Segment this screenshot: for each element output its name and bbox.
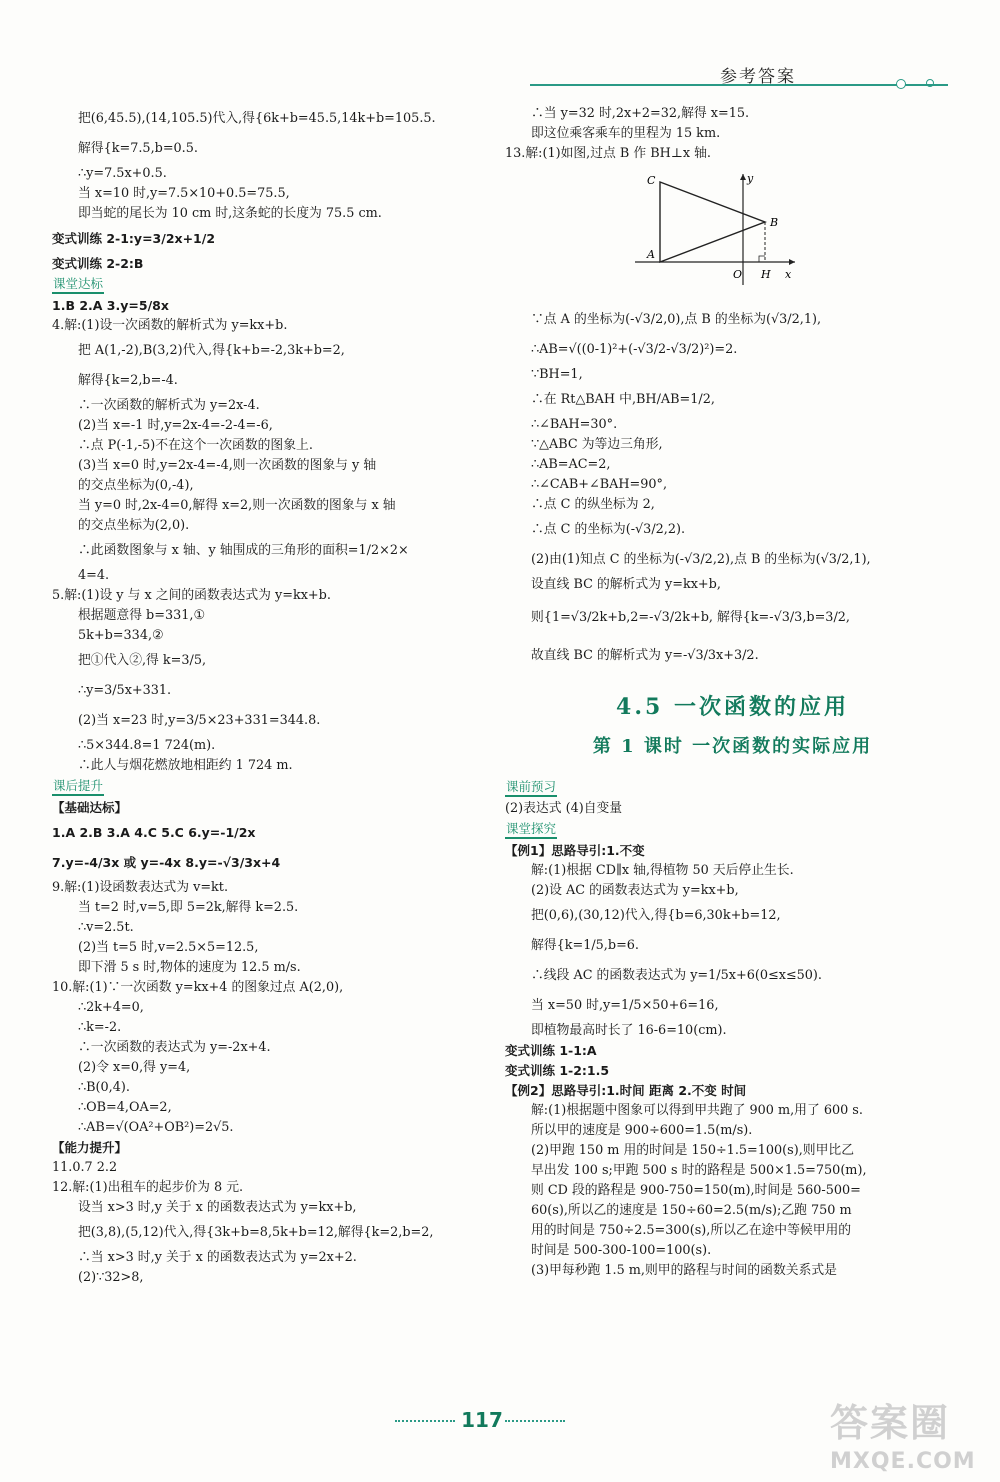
text-line: 即下滑 5 s 时,物体的速度为 12.5 m/s. bbox=[78, 960, 301, 975]
section-tag: 课后提升 bbox=[52, 778, 104, 796]
text-line: 时间是 500-300-100=100(s). bbox=[531, 1243, 712, 1258]
text-line: 当 x=10 时,y=7.5×10+0.5=75.5, bbox=[78, 186, 290, 201]
section-tag: 课前预习 bbox=[505, 779, 557, 797]
text-line: 11.0.7 2.2 bbox=[52, 1160, 118, 1175]
text-line: 变式训练 2-2:B bbox=[52, 256, 144, 271]
right-column bbox=[505, 104, 960, 1281]
text-line: ∴y=3/5x+331. bbox=[78, 683, 172, 698]
text-line: 当 t=2 时,v=5,即 5=2k,解得 k=2.5. bbox=[78, 900, 299, 915]
text-line: ∴一次函数的表达式为 y=-2x+4. bbox=[78, 1040, 271, 1055]
text-line: ∴AB=√(OA²+OB²)=2√5. bbox=[78, 1120, 234, 1135]
text-line: 早出发 100 s;甲跑 500 s 时的路程是 500×1.5=750(m), bbox=[531, 1163, 867, 1178]
text-line: ∴点 C 的坐标为(-√3/2,2). bbox=[531, 522, 686, 537]
lesson-title: 第 1 课时 一次函数的实际应用 bbox=[592, 736, 873, 757]
text-line: ∴v=2.5t. bbox=[78, 920, 134, 935]
page-number-dots bbox=[395, 1420, 455, 1422]
graph-label-y: y bbox=[747, 172, 754, 185]
text-line: ∴一次函数的解析式为 y=2x-4. bbox=[78, 398, 260, 413]
header-dot bbox=[896, 79, 906, 89]
text-line: 5k+b=334,② bbox=[78, 628, 164, 643]
text-line: (2)设 AC 的函数表达式为 y=kx+b, bbox=[531, 883, 739, 898]
text-line: 所以甲的速度是 900÷600=1.5(m/s). bbox=[531, 1123, 753, 1138]
subsection-heading: 【基础达标】 bbox=[52, 800, 128, 815]
text-line: 则 CD 段的路程是 900-750=150(m),时间是 560-500= bbox=[531, 1183, 861, 1198]
text-line: ∴∠BAH=30°. bbox=[531, 417, 618, 432]
text-line: 即当蛇的尾长为 10 cm 时,这条蛇的长度为 75.5 cm. bbox=[78, 206, 382, 221]
text-line: 10.解:(1)∵一次函数 y=kx+4 的图象过点 A(2,0), bbox=[52, 980, 344, 995]
text-line: 当 x=50 时,y=1/5×50+6=16, bbox=[531, 998, 719, 1013]
page-number-dots bbox=[505, 1420, 565, 1422]
text-line: 4=4. bbox=[78, 568, 110, 583]
watermark-url: MXQE.COM bbox=[830, 1449, 976, 1474]
text-line: (2)令 x=0,得 y=4, bbox=[78, 1060, 191, 1075]
graph-label-b: B bbox=[770, 216, 779, 229]
text-line: 解:(1)根据 CD∥x 轴,得植物 50 天后停止生长. bbox=[531, 863, 794, 878]
text-line: 解得{k=7.5,b=0.5. bbox=[78, 141, 198, 156]
section-tag: 课堂探究 bbox=[505, 821, 557, 839]
text-line: ∴此函数图象与 x 轴、y 轴围成的三角形的面积=1/2×2× bbox=[78, 543, 409, 558]
text-line: 把(3,8),(5,12)代入,得{3k+b=8,5k+b=12,解得{k=2,b=2, bbox=[78, 1225, 434, 1240]
text-line: ∴当 x>3 时,y 关于 x 的函数表达式为 y=2x+2. bbox=[78, 1250, 357, 1265]
text-line: ∴AB=AC=2, bbox=[531, 457, 611, 472]
text-line: (2)∵32>8, bbox=[78, 1270, 144, 1285]
text-line: ∴∠CAB+∠BAH=90°, bbox=[531, 477, 668, 492]
text-line: 4.解:(1)设一次函数的解析式为 y=kx+b. bbox=[52, 318, 288, 333]
left-column bbox=[52, 104, 492, 1288]
graph-label-c: C bbox=[647, 174, 656, 187]
text-line: 故直线 BC 的解析式为 y=-√3/3x+3/2. bbox=[531, 648, 759, 663]
text-line: 1.A 2.B 3.A 4.C 5.C 6.y=-1/2x bbox=[52, 825, 256, 840]
text-line: 把(6,45.5),(14,105.5)代入,得{6k+b=45.5,14k+b=105.5. bbox=[78, 111, 436, 126]
text-line: 13.解:(1)如图,过点 B 作 BH⊥x 轴. bbox=[505, 146, 711, 161]
text-line: ∴此人与烟花燃放地相距约 1 724 m. bbox=[78, 758, 293, 773]
graph-label-x: x bbox=[785, 268, 792, 281]
graph-label-a: A bbox=[647, 248, 655, 261]
page-number: 117 bbox=[461, 1408, 503, 1432]
text-line: ∴k=-2. bbox=[78, 1020, 122, 1035]
text-line: (2)当 t=5 时,v=2.5×5=12.5, bbox=[78, 940, 259, 955]
text-line: 9.解:(1)设函数表达式为 v=kt. bbox=[52, 880, 229, 895]
text-line: ∴OB=4,OA=2, bbox=[78, 1100, 172, 1115]
header-rule-tail bbox=[908, 84, 948, 86]
watermark-logo bbox=[830, 1392, 990, 1472]
text-line: 即植物最高时长了 16-6=10(cm). bbox=[531, 1023, 727, 1038]
text-line: 用的时间是 750÷2.5=300(s),所以乙在途中等候甲用的 bbox=[531, 1223, 852, 1238]
text-line: 根据题意得 b=331,① bbox=[78, 608, 205, 623]
text-line: 1.B 2.A 3.y=5/8x bbox=[52, 298, 169, 313]
text-line: (3)当 x=0 时,y=2x-4=-4,则一次函数的图象与 y 轴 bbox=[78, 458, 377, 473]
header-rule bbox=[530, 84, 910, 86]
text-line: 5.解:(1)设 y 与 x 之间的函数表达式为 y=kx+b. bbox=[52, 588, 331, 603]
text-line: (2)甲跑 150 m 用的时间是 150÷1.5=100(s),则甲比乙 bbox=[531, 1143, 854, 1158]
text-line: 把 A(1,-2),B(3,2)代入,得{k+b=-2,3k+b=2, bbox=[78, 343, 345, 358]
section-tag: 课堂达标 bbox=[52, 276, 104, 294]
text-line: 把①代入②,得 k=3/5, bbox=[78, 653, 207, 668]
text-line: 设当 x>3 时,y 关于 x 的函数表达式为 y=kx+b, bbox=[78, 1200, 357, 1215]
text-line: 解得{k=2,b=-4. bbox=[78, 373, 178, 388]
text-line: ∴B(0,4). bbox=[78, 1080, 130, 1095]
text-line: ∴AB=√((0-1)²+(-√3/2-√3/2)²)=2. bbox=[531, 342, 738, 357]
text-line: 则{1=√3/2k+b,2=-√3/2k+b, 解得{k=-√3/3,b=3/2, bbox=[531, 610, 850, 625]
text-line: 把(0,6),(30,12)代入,得{b=6,30k+b=12, bbox=[531, 908, 781, 923]
text-line: ∴在 Rt△BAH 中,BH/AB=1/2, bbox=[531, 392, 715, 407]
text-line: 7.y=-4/3x 或 y=-4x 8.y=-√3/3x+4 bbox=[52, 855, 281, 870]
text-line: 解得{k=1/5,b=6. bbox=[531, 938, 639, 953]
text-line: 的交点坐标为(0,-4), bbox=[78, 478, 194, 493]
text-line: ∴点 C 的纵坐标为 2, bbox=[531, 497, 655, 512]
watermark-text: 答案圈 bbox=[830, 1401, 951, 1445]
section-title: 4.5 一次函数的应用 bbox=[616, 694, 849, 720]
graph-label-h: H bbox=[761, 268, 771, 281]
text-line: (2)表达式 (4)自变量 bbox=[505, 801, 623, 816]
text-line: 60(s),所以乙的速度是 150÷60=2.5(m/s);乙跑 750 m bbox=[531, 1203, 852, 1218]
text-line: 12.解:(1)出租车的起步价为 8 元. bbox=[52, 1180, 244, 1195]
text-line: ∵点 A 的坐标为(-√3/2,0),点 B 的坐标为(√3/2,1), bbox=[531, 312, 822, 327]
text-line: 当 y=0 时,2x-4=0,解得 x=2,则一次函数的图象与 x 轴 bbox=[78, 498, 396, 513]
text-line: (2)由(1)知点 C 的坐标为(-√3/2,2),点 B 的坐标为(√3/2,1), bbox=[531, 552, 871, 567]
text-line: 变式训练 2-1:y=3/2x+1/2 bbox=[52, 231, 216, 246]
example-heading: 【例2】思路导引:1.时间 距离 2.不变 时间 bbox=[505, 1083, 747, 1098]
text-line: 变式训练 1-2:1.5 bbox=[505, 1063, 610, 1078]
text-line: 解:(1)根据题中图象可以得到甲共跑了 900 m,用了 600 s. bbox=[531, 1103, 863, 1118]
text-line: ∴5×344.8=1 724(m). bbox=[78, 738, 216, 753]
text-line: 即这位乘客乘车的里程为 15 km. bbox=[531, 126, 721, 141]
graph-label-o: O bbox=[733, 268, 743, 281]
text-line: ∴当 y=32 时,2x+2=32,解得 x=15. bbox=[531, 106, 750, 121]
text-line: ∵△ABC 为等边三角形, bbox=[531, 437, 663, 452]
text-line: ∴2k+4=0, bbox=[78, 1000, 144, 1015]
text-line: 设直线 BC 的解析式为 y=kx+b, bbox=[531, 577, 721, 592]
coordinate-graph bbox=[625, 170, 805, 290]
text-line: 变式训练 1-1:A bbox=[505, 1043, 597, 1058]
text-line: ∴y=7.5x+0.5. bbox=[78, 166, 167, 181]
example-heading: 【例1】思路导引:1.不变 bbox=[505, 843, 645, 858]
text-line: ∴点 P(-1,-5)不在这个一次函数的图象上. bbox=[78, 438, 313, 453]
subsection-heading: 【能力提升】 bbox=[52, 1140, 128, 1155]
text-line: (2)当 x=-1 时,y=2x-4=-2-4=-6, bbox=[78, 418, 273, 433]
text-line: 的交点坐标为(2,0). bbox=[78, 518, 190, 533]
header-title: 参考答案 bbox=[720, 67, 796, 87]
text-line: (3)甲每秒跑 1.5 m,则甲的路程与时间的函数关系式是 bbox=[531, 1263, 837, 1278]
text-line: ∴线段 AC 的函数表达式为 y=1/5x+6(0≤x≤50). bbox=[531, 968, 822, 983]
text-line: ∵BH=1, bbox=[531, 367, 583, 382]
text-line: (2)当 x=23 时,y=3/5×23+331=344.8. bbox=[78, 713, 321, 728]
